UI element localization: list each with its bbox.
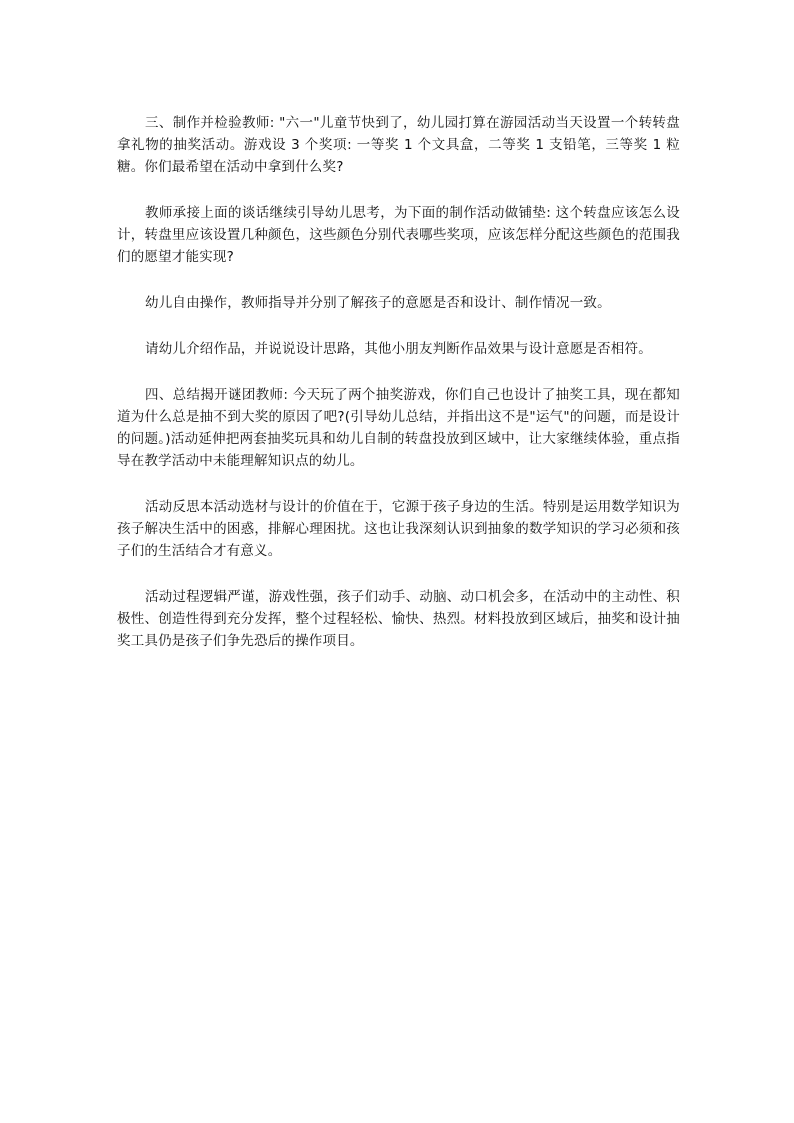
paragraph-reflection: 活动反思本活动选材与设计的价值在于，它源于孩子身边的生活。特别是运用数学知识为孩子解决生活中的困惑，排解心理困扰。这也让我深刻认识到抽象的数学知识的学习必须和孩子们的生活结合才有意义。 [117, 499, 680, 559]
paragraph-make-and-test: 三、制作并检验教师: "六一"儿童节快到了，幼儿园打算在游园活动当天设置一个转转盘拿礼物的抽奖活动。游戏设 3 个奖项: 一等奖 1 个文具盒，二等奖 1 支铅笔，三等奖 1 粒糖。你们最希望在活动中拿到什么奖? [117, 115, 680, 175]
paragraph-introduce-work: 请幼儿介绍作品，并说说设计思路，其他小朋友判断作品效果与设计意愿是否相符。 [145, 341, 652, 357]
paragraph-process-evaluation: 活动过程逻辑严谨，游戏性强，孩子们动手、动脑、动口机会多，在活动中的主动性、积极性、创造性得到充分发挥，整个过程轻松、愉快、热烈。材料投放到区域后，抽奖和设计抽奖工具仍是孩子们争先恐后的操作项目。 [117, 589, 680, 649]
paragraph-summary: 四、总结揭开谜团教师: 今天玩了两个抽奖游戏，你们自己也设计了抽奖工具，现在都知道为什么总是抽不到大奖的原因了吧?(引导幼儿总结，并指出这不是"运气"的问题，而是设计的问题。)活动延伸把两套抽奖玩具和幼儿自制的转盘投放到区域中，让大家继续体验，重点指导在教学活动中未能理解知识点的幼儿。 [117, 387, 680, 469]
document-page [117, 112, 680, 676]
paragraph-teacher-guidance: 教师承接上面的谈话继续引导幼儿思考，为下面的制作活动做铺垫: 这个转盘应该怎么设计，转盘里应该设置几种颜色，这些颜色分别代表哪些奖项，应该怎样分配这些颜色的范围我们的愿望才能实现? [117, 205, 680, 265]
paragraph-free-operation: 幼儿自由操作，教师指导并分别了解孩子的意愿是否和设计、制作情况一致。 [145, 295, 611, 311]
